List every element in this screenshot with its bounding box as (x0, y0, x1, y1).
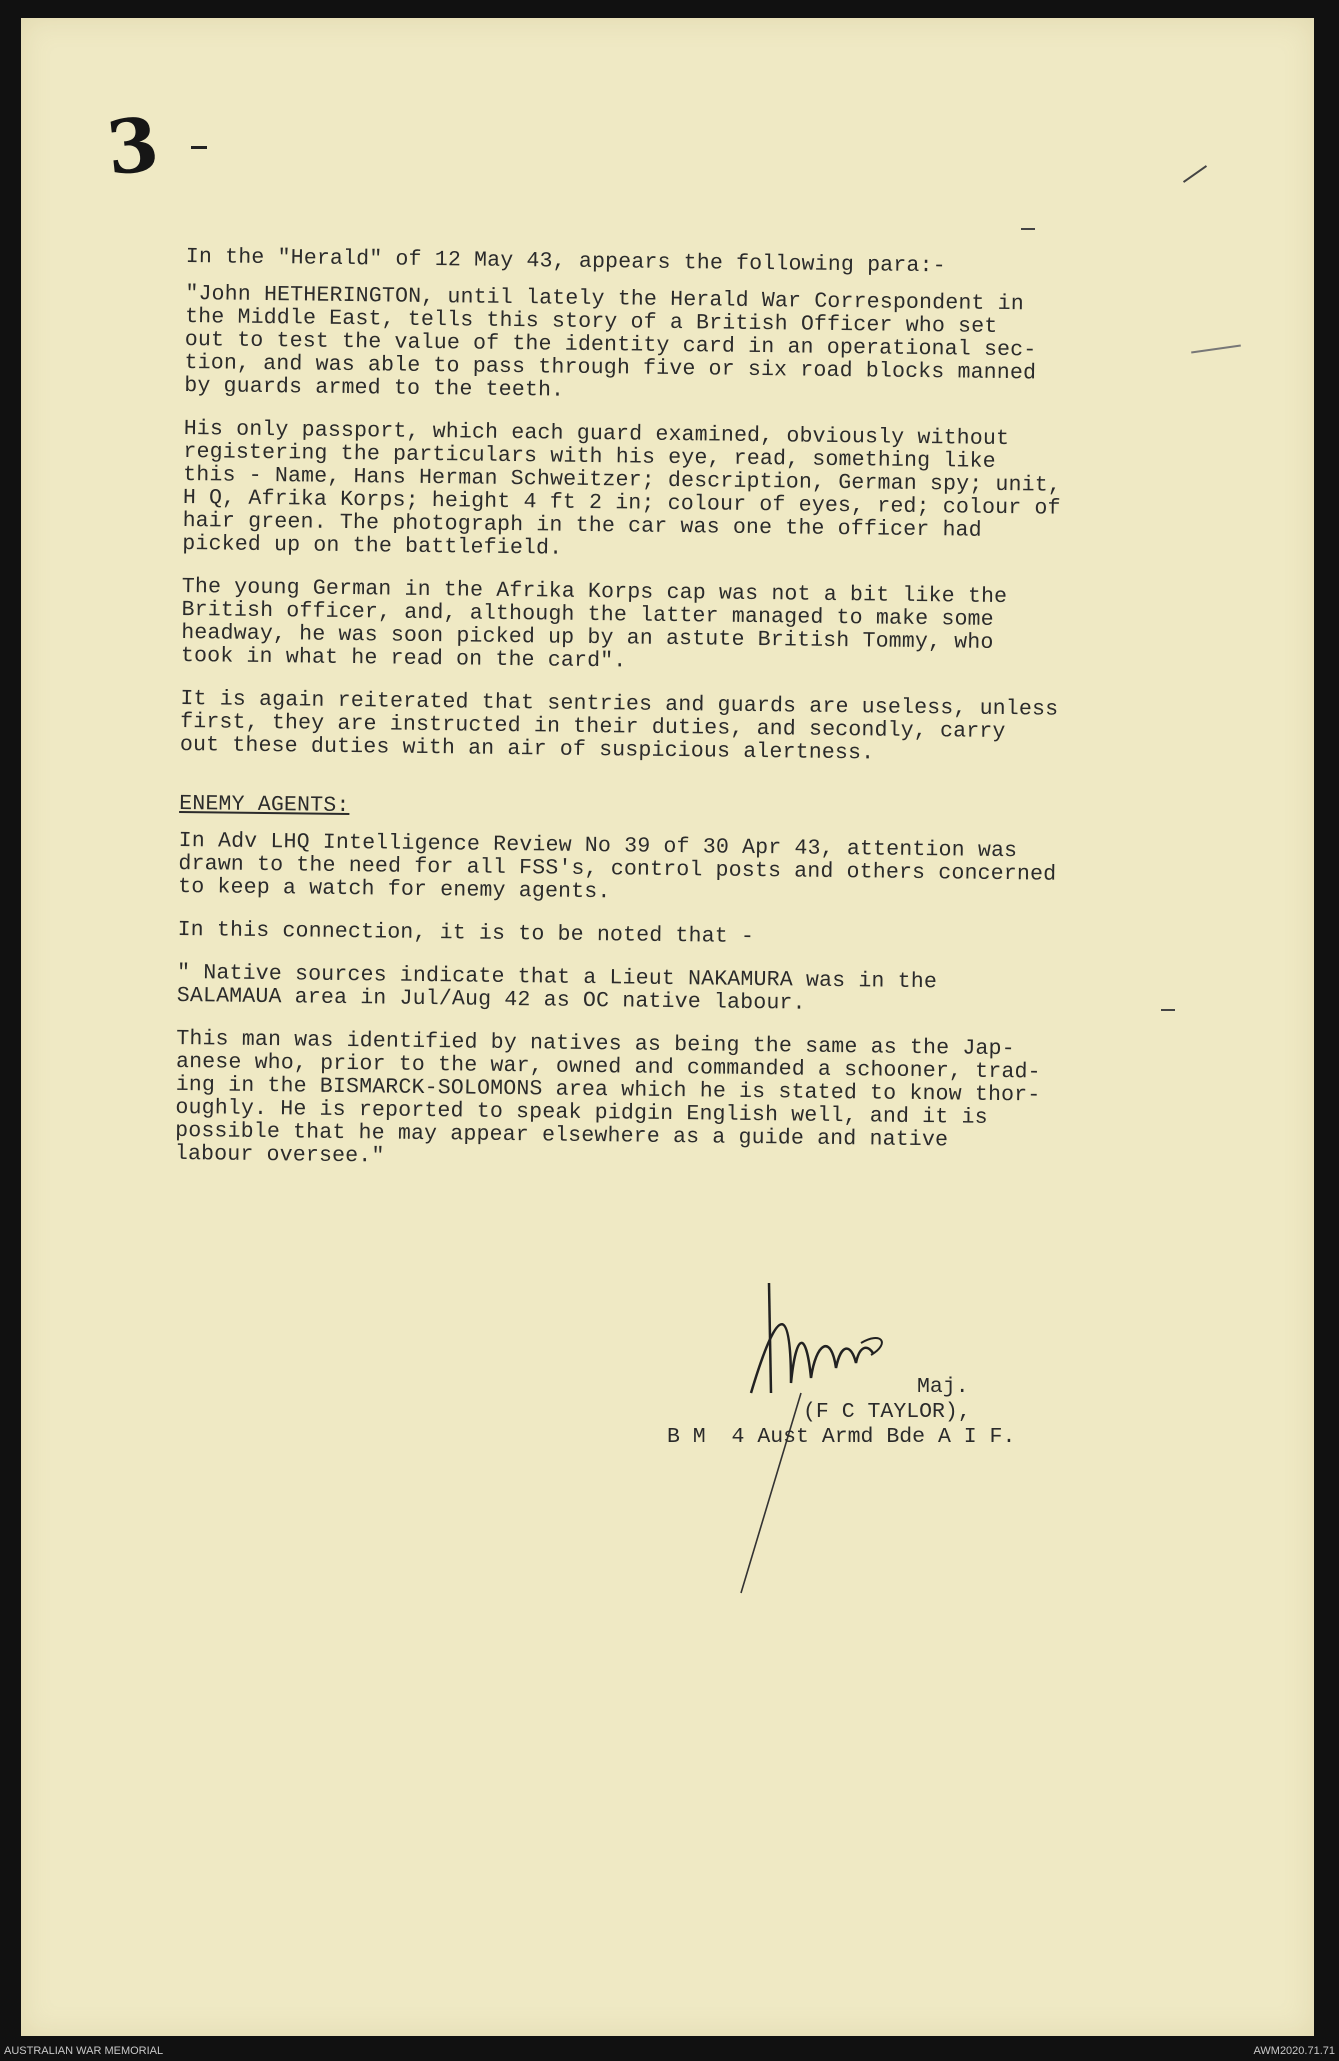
signature-unit: B M 4 Aust Armd Bde A I F. (667, 1425, 1016, 1449)
signature-block (667, 1273, 1161, 1603)
margin-pen-mark (1191, 345, 1241, 354)
page-number-dash (191, 146, 207, 149)
document-page (21, 18, 1314, 2036)
typed-body (175, 246, 1186, 1198)
intro-line: In the "Herald" of 12 May 43, appears the following para:- (185, 245, 946, 279)
connection-line: In this connection, it is to be noted that - (177, 917, 755, 949)
section-heading: ENEMY AGENTS: (179, 791, 350, 819)
identification-paragraph: This man was identified by natives as being the same as the Jap- anese who, prior to the war, owned and commanded a schooner, trad- ing in the BISMARCK-SOLOMONS area which he is stated to know thor- oughly. He is reported to speak pidgin English well, and it is possible that he may appear elsewhere as a guide and native labour oversee." (174, 1026, 1041, 1169)
native-sources-paragraph: " Native sources indicate that a Lieut NAKAMURA was in the SALAMAUA area in Jul/Aug 42 as OC native labour. (176, 960, 938, 1016)
review-paragraph: In Adv LHQ Intelligence Review No 39 of 30 Apr 43, attention was drawn to the need for all FSS's, control posts and others concerned to keep a watch for enemy agents. (178, 828, 1057, 905)
margin-pen-mark (1021, 228, 1035, 230)
signature-name: (F C TAYLOR), (803, 1400, 971, 1424)
reiteration-paragraph: It is again reiterated that sentries and guards are useless, unless first, they are instructed in their duties, and secondly, carry out these duties with an air of suspicious alertness. (179, 686, 1059, 766)
page-number: 3 (102, 101, 163, 193)
archive-reference: AWM2020.71.71 (1253, 2045, 1335, 2057)
margin-pen-mark (1183, 165, 1207, 183)
archive-footer (0, 2043, 1339, 2061)
archive-name: AUSTRALIAN WAR MEMORIAL (4, 2045, 164, 2057)
quote-paragraph-1: "John HETHERINGTON, until lately the Herald War Correspondent in the Middle East, tells this story of a British Officer who set out to test the value of the identity card in an operational sec- tion, and was able to pass through five or six road blocks manned by guards armed to the teeth. (184, 281, 1037, 403)
signature-rank: Maj. (917, 1375, 969, 1399)
quote-paragraph-3: The young German in the Afrika Korps cap was not a bit like the British officer, and, although the latter managed to make some headway, he was soon picked up by an astute British Tommy, who took in what he read on the card". (180, 574, 1008, 674)
quote-paragraph-2: His only passport, which each guard examined, obviously without registering the particulars with his eye, read, something like this - Name, Hans Herman Schweitzer; description, German spy; unit, H Q, Afrika Korps; height 4 ft 2 in; colour of eyes, red; colour of hair green. The photograph in the car was one the officer had picked up on the battlefield. (182, 416, 1062, 561)
